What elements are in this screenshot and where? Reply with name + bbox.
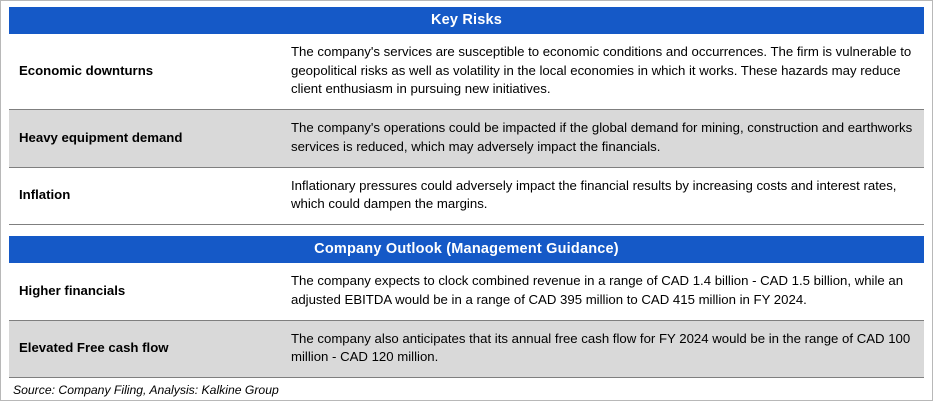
- row-label: Inflation: [9, 167, 281, 224]
- table-row: [9, 263, 924, 320]
- row-text: The company's services are susceptible to economic conditions and occurrences. The firm is vulnerable to geopolitical risks as well as volatility in the local economies in which it works. These hazards may reduce client enthusiasm in pursuing new initiatives.: [281, 34, 924, 110]
- document-body: [1, 1, 932, 401]
- row-text: The company's operations could be impacted if the global demand for mining, construction and earthworks services is reduced, which may adversely impact the financials.: [281, 110, 924, 167]
- table-row: [9, 34, 924, 110]
- row-label: Higher financials: [9, 263, 281, 320]
- section-header-key-risks: Key Risks: [9, 7, 924, 34]
- table-row: [9, 167, 924, 224]
- source-note: Source: Company Filing, Analysis: Kalkine Group: [9, 377, 924, 401]
- table-row: [9, 110, 924, 167]
- row-text: The company expects to clock combined revenue in a range of CAD 1.4 billion - CAD 1.5 billion, while an adjusted EBITDA would be in a range of CAD 395 million to CAD 415 million in FY 2024.: [281, 263, 924, 320]
- row-text: Inflationary pressures could adversely impact the financial results by increasing costs and interest rates, which could dampen the margins.: [281, 167, 924, 224]
- row-text: The company also anticipates that its annual free cash flow for FY 2024 would be in the range of CAD 100 million - CAD 120 million.: [281, 320, 924, 377]
- row-label: Elevated Free cash flow: [9, 320, 281, 377]
- table-row: [9, 320, 924, 377]
- section-header-company-outlook: Company Outlook (Management Guidance): [9, 236, 924, 263]
- section-spacer: [9, 225, 924, 236]
- row-label: Economic downturns: [9, 34, 281, 110]
- company-outlook-table: [9, 263, 924, 377]
- key-risks-table: [9, 34, 924, 225]
- row-label: Heavy equipment demand: [9, 110, 281, 167]
